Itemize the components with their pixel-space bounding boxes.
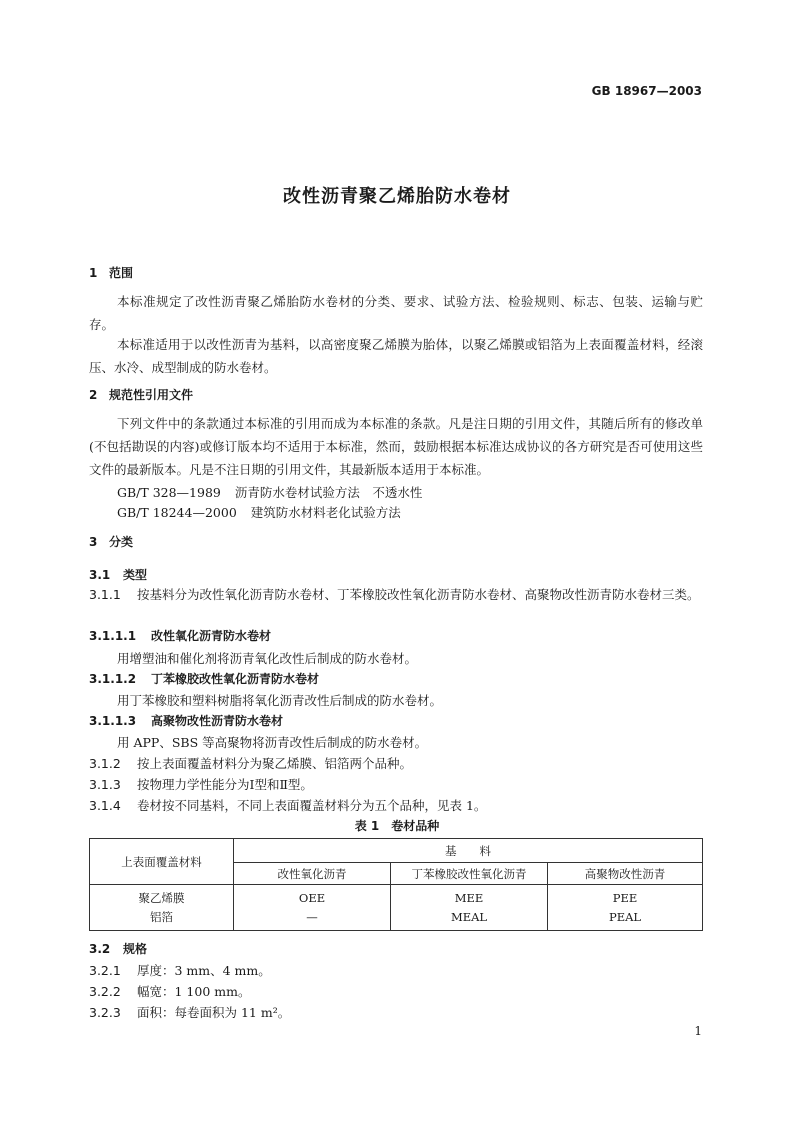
clause-title: 改性氧化沥青防水卷材 (151, 629, 272, 643)
clause-3-1-1-3-text: 用 APP、SBS 等高聚物将沥青改性后制成的防水卷材。 (117, 735, 428, 750)
clause-number: 3.1 (89, 568, 111, 582)
clause-number: 3.1.4 (89, 798, 121, 813)
section-title: 分类 (109, 535, 134, 549)
reference-1 (117, 483, 422, 501)
reference-code: GB/T 328—1989 (117, 485, 221, 500)
table-row-labels (90, 885, 234, 931)
clause-text: 面积：每卷面积为 11 m²。 (137, 1005, 291, 1020)
table-cell: MEAL (450, 910, 488, 924)
table-cell: — (306, 910, 318, 924)
table-column-header: 丁苯橡胶改性氧化沥青 (391, 863, 548, 885)
clause-number: 3.1.1 (89, 587, 121, 602)
table-column-header: 改性氧化沥青 (234, 863, 391, 885)
section-title: 规范性引用文件 (109, 388, 194, 402)
clause-3-1-2 (89, 754, 412, 772)
clause-number: 3.2.3 (89, 1005, 121, 1020)
clause-number: 3.1.1.2 (89, 672, 137, 686)
clause-3-2-2 (89, 982, 250, 1000)
clause-number: 3.2 (89, 942, 111, 956)
clause-number: 3.2.1 (89, 963, 121, 978)
table-cell: OEE (298, 891, 326, 905)
section-1-paragraph-2: 本标准适用于以改性沥青为基料，以高密度聚乙烯膜为胎体，以聚乙烯膜或铝箔为上表面覆盖材料，经滚压、水冷、成型制成的防水卷材。 (89, 337, 703, 375)
clause-3-1-1-3 (89, 712, 283, 729)
clause-3-1-1-2-text: 用丁苯橡胶和塑料树脂将氧化沥青改性后制成的防水卷材。 (117, 693, 443, 708)
clause-text: 幅宽：1 100 mm。 (137, 984, 251, 999)
clause-text: 按上表面覆盖材料分为聚乙烯膜、铝箔两个品种。 (137, 756, 413, 771)
reference-title: 建筑防水材料老化试验方法 (250, 505, 401, 520)
standard-number: GB 18967—2003 (591, 84, 702, 98)
section-number: 1 (89, 266, 98, 280)
section-2-paragraph-1: 下列文件中的条款通过本标准的引用而成为本标准的条款。凡是注日期的引用文件，其随后所有的修改单(不包括勘误的内容)或修订版本均不适用于本标准，然而，鼓励根据本标准达成协议的各方研究是否可使用这些文件的最新版本。凡是不注日期的引用文件，其最新版本适用于本标准。 (89, 416, 703, 477)
table-row-label: 铝箔 (150, 910, 173, 924)
table-corner-header: 上表面覆盖材料 (90, 839, 234, 885)
section-title: 范围 (109, 266, 134, 280)
section-2-heading (89, 386, 193, 403)
clause-title: 丁苯橡胶改性氧化沥青防水卷材 (151, 672, 320, 686)
clause-3-1-1-2 (89, 670, 319, 687)
clause-3-2-3 (89, 1003, 290, 1021)
clause-text: 厚度：3 mm、4 mm。 (137, 963, 271, 978)
clause-number: 3.1.1.1 (89, 629, 137, 643)
table-1 (89, 838, 703, 931)
table-column-header: 高聚物改性沥青 (548, 863, 703, 885)
clause-text: 按物理力学性能分为Ⅰ型和Ⅱ型。 (137, 777, 313, 792)
table-cell-group (234, 885, 391, 931)
clause-3-1-4 (89, 796, 486, 814)
table-row-label: 聚乙烯膜 (138, 891, 185, 905)
table-caption: 表 1 卷材品种 (354, 819, 440, 833)
reference-title: 沥青防水卷材试验方法 不透水性 (234, 485, 423, 500)
page-number: 1 (694, 1024, 702, 1038)
clause-text: 卷材按不同基料，不同上表面覆盖材料分为五个品种，见表 1。 (137, 798, 487, 813)
clause-3-1-1 (89, 583, 703, 606)
clause-text: 按基料分为改性氧化沥青防水卷材、丁苯橡胶改性氧化沥青防水卷材、高聚物改性沥青防水卷材三类。 (137, 587, 700, 602)
section-number: 3 (89, 535, 98, 549)
table-cell-group (548, 885, 703, 931)
section-number: 2 (89, 388, 98, 402)
clause-title: 规格 (123, 942, 148, 956)
clause-3-2 (89, 940, 147, 957)
clause-3-1 (89, 566, 147, 583)
clause-3-1-3 (89, 775, 313, 793)
document-title: 改性沥青聚乙烯胎防水卷材 (283, 186, 511, 207)
reference-code: GB/T 18244—2000 (117, 505, 237, 520)
clause-title: 高聚物改性沥青防水卷材 (151, 714, 284, 728)
clause-3-2-1 (89, 961, 271, 979)
clause-number: 3.1.1.3 (89, 714, 137, 728)
clause-title: 类型 (123, 568, 148, 582)
table-cell: PEE (612, 891, 638, 905)
clause-number: 3.1.3 (89, 777, 121, 792)
section-3-heading (89, 533, 133, 550)
clause-3-1-1-1-text: 用增塑油和催化剂将沥青氧化改性后制成的防水卷材。 (117, 651, 418, 666)
clause-number: 3.2.2 (89, 984, 121, 999)
clause-number: 3.1.2 (89, 756, 121, 771)
table-group-header: 基 料 (234, 839, 703, 863)
table-cell-group (391, 885, 548, 931)
clause-3-1-1-1 (89, 627, 271, 644)
table-cell: MEE (454, 891, 484, 905)
section-1-paragraph-1: 本标准规定了改性沥青聚乙烯胎防水卷材的分类、要求、试验方法、检验规则、标志、包装、运输与贮存。 (89, 294, 703, 332)
section-1-heading (89, 264, 133, 281)
table-cell: PEAL (608, 910, 642, 924)
reference-2 (117, 503, 401, 521)
